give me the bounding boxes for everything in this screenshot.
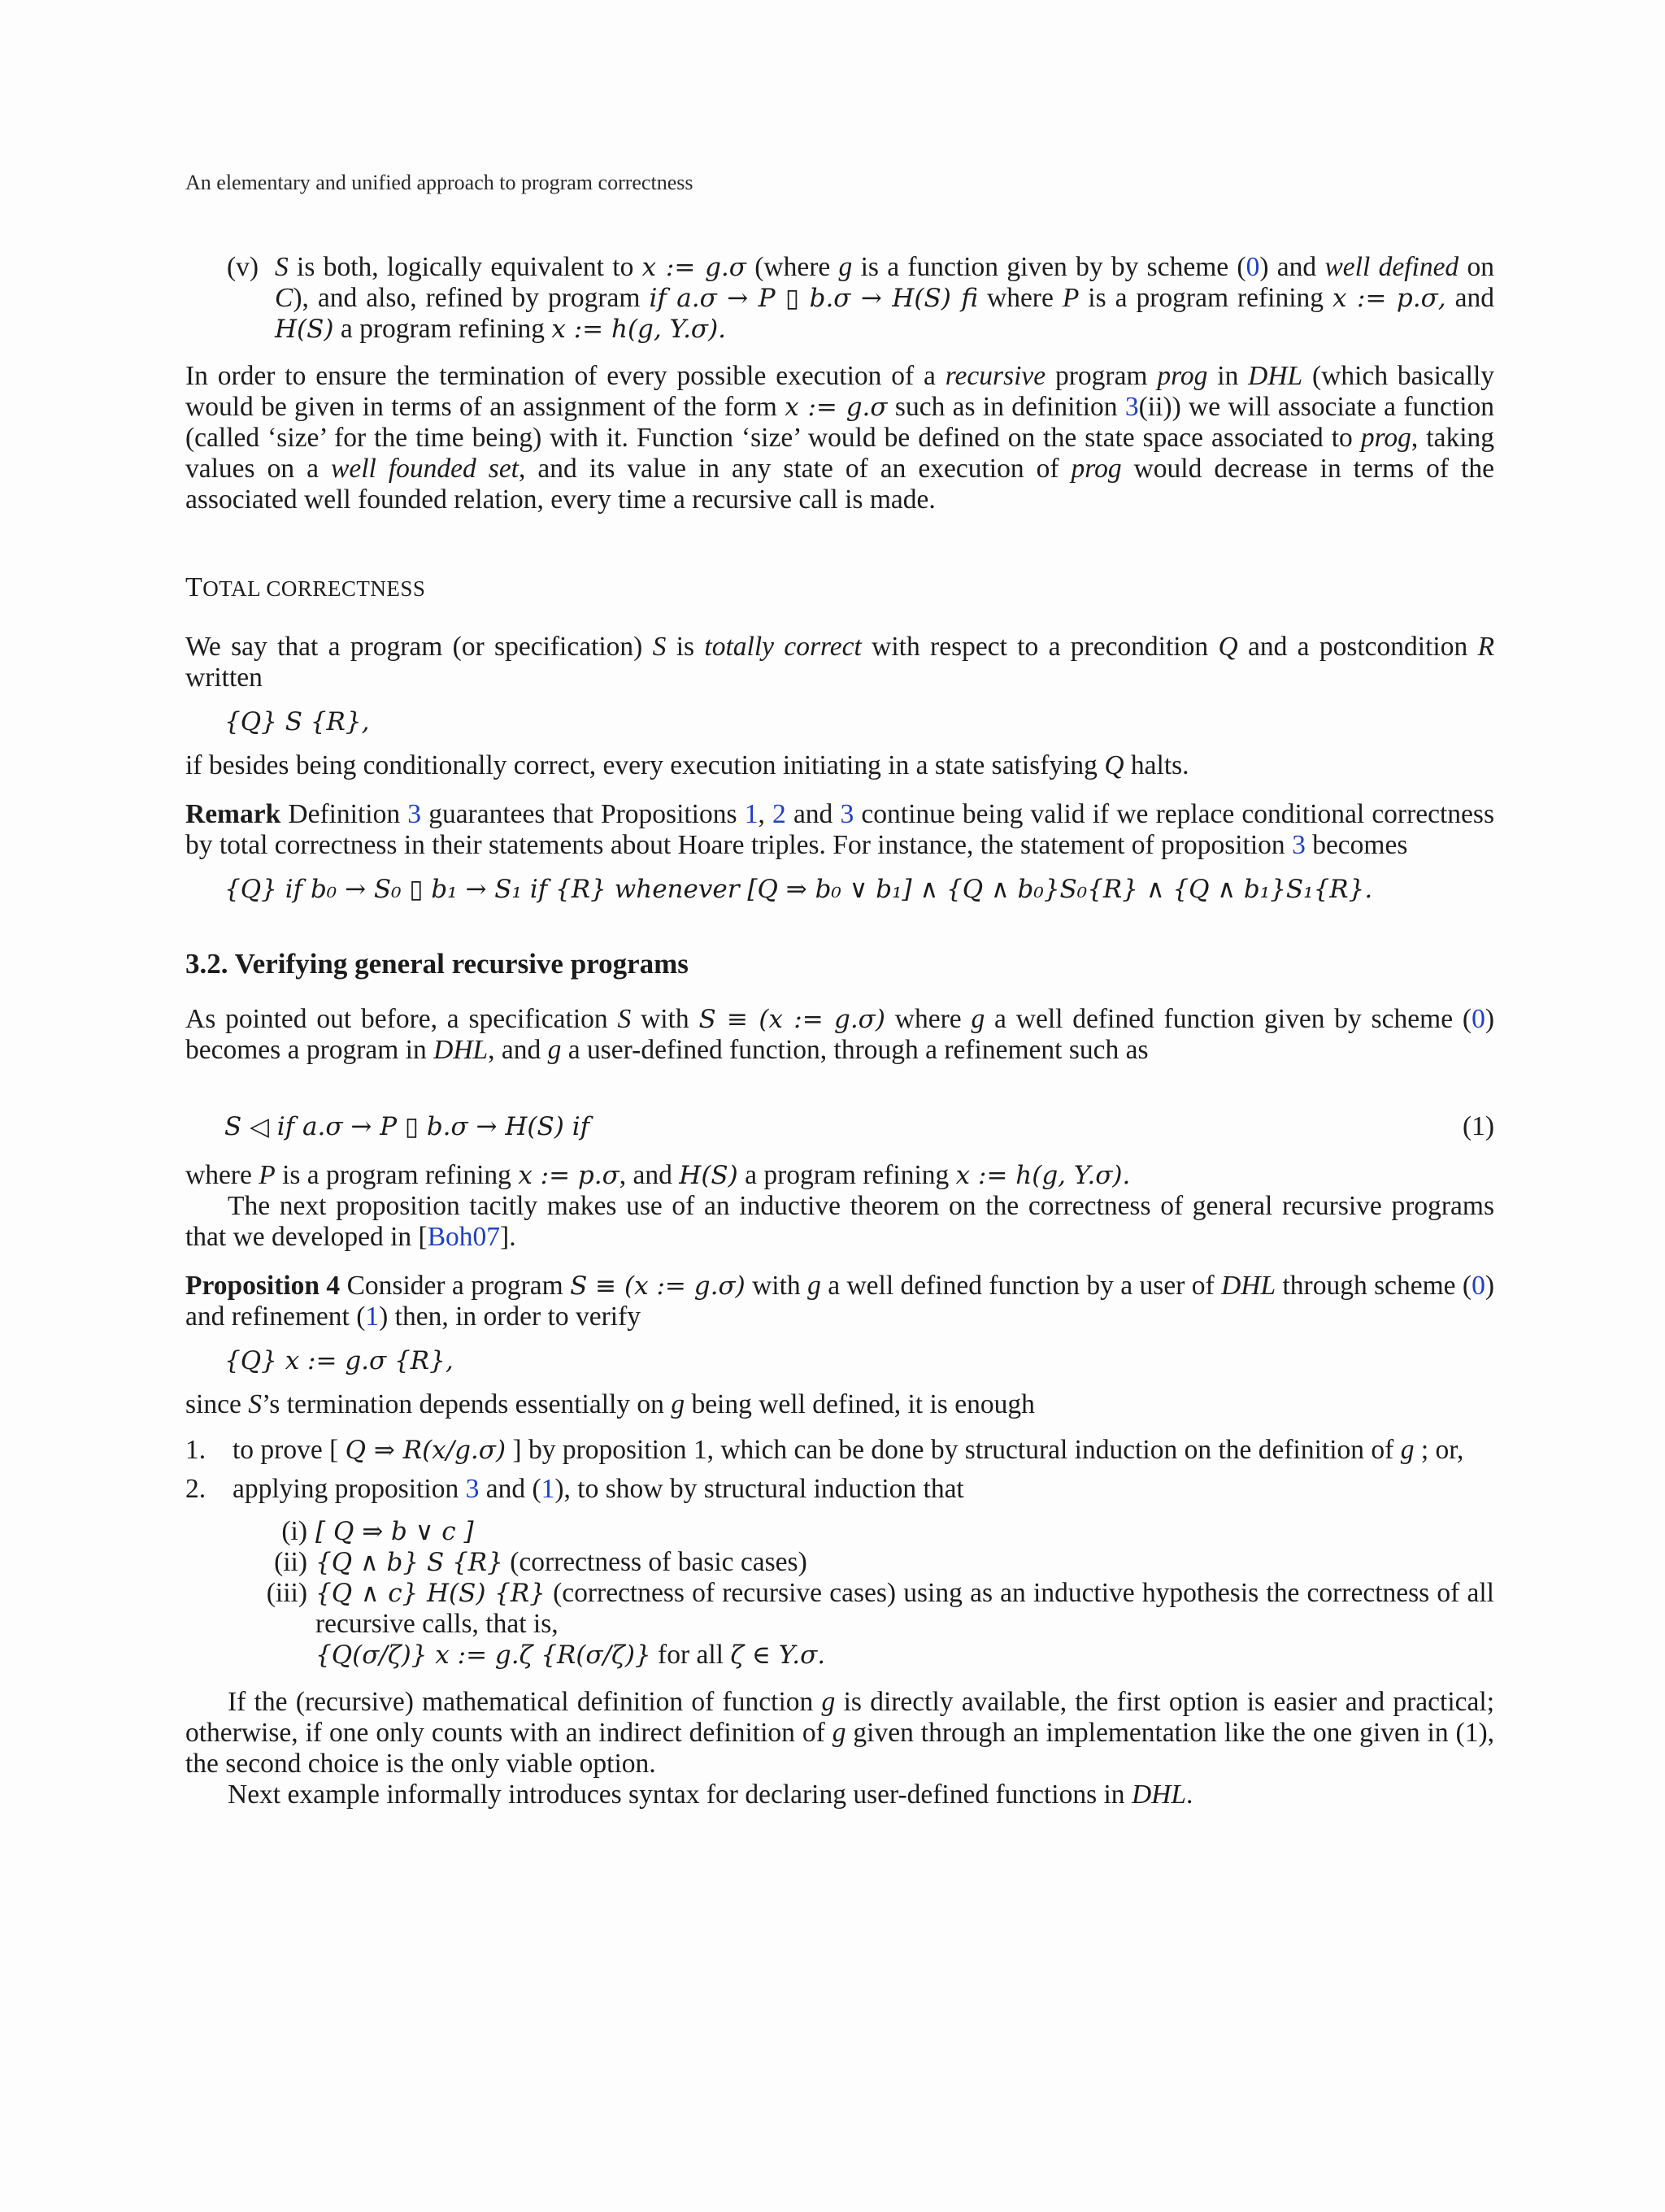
section-heading: 3.2. Verifying general recursive programs (185, 948, 689, 980)
paragraph-specification: As pointed out before, a specification S with S ≡ (x := g.σ) where g a well defined function given by scheme (0) becomes a program in DHL, and g a user-defined function, through a refinement such as (185, 1004, 1494, 1065)
enum-item-2: 2. applying proposition 3 and (1), to show by structural induction that (185, 1474, 964, 1504)
paragraph-termination: In order to ensure the termination of every possible execution of a recursive program prog in DHL (which basically would be given in terms of an assignment of the form x := g.σ such as in definition 3(ii)) we will associate a function (called ‘size’ for the time being) with it. Function ‘size’ would be defined on the state space associated to prog, taking values on a well founded set, and its value in any state of an execution of prog would decrease in terms of the associated well founded relation, every time a recursive call is made. (185, 361, 1495, 515)
display-hoare-triple: {Q} S {R}, (224, 707, 370, 737)
program-if: if a.σ → P ▯ b.σ → H(S) fi (649, 284, 978, 313)
ref-link-prop3c[interactable]: 3 (465, 1474, 480, 1504)
symbol-S: S (275, 252, 289, 282)
ref-link-scheme0b[interactable]: 0 (1472, 1271, 1485, 1301)
ref-link-eq1b[interactable]: 1 (541, 1474, 555, 1504)
ref-link-prop1[interactable]: 1 (744, 799, 759, 829)
ref-link-prop3b[interactable]: 3 (1292, 830, 1306, 860)
ref-link-3[interactable]: 3 (1124, 392, 1139, 422)
ref-link-0[interactable]: 0 (1245, 252, 1260, 282)
display-if-rule: {Q} if b₀ → S₀ ▯ b₁ → S₁ if {R} whenever [Q ⇒ b₀ ∨ b₁] ∧ {Q ∧ b₀}S₀{R} ∧ {Q ∧ b₁}S₁{R}. (224, 875, 1373, 904)
sub-item-ii: (ii) {Q ∧ b} S {R} (correctness of basic cases) (274, 1547, 807, 1577)
enum-item-1: 1. to prove [ Q ⇒ R(x/g.σ) ] by proposition 1, which can be done by structural induction on the definition of g ; or, (185, 1435, 1464, 1465)
paragraph-since: since S’s termination depends essentially on g being well defined, it is enough (185, 1389, 1035, 1419)
paragraph-next-example: Next example informally introduces syntax for declaring user-defined functions in DHL. (228, 1780, 1193, 1810)
proposition-4: Proposition 4 Consider a program S ≡ (x := g.σ) with g a well defined function by a user of DHL through scheme (0) and refinement (1) then, in order to verify (185, 1271, 1494, 1332)
equation-body: S ◁ if a.σ → P ▯ b.σ → H(S) if (224, 1112, 590, 1141)
paragraph-halts: if besides being conditionally correct, every execution initiating in a state satisfying Q halts. (185, 750, 1189, 780)
remark-label: Remark (185, 799, 281, 829)
running-head: An elementary and unified approach to program correctness (185, 171, 693, 194)
equation-1 (185, 1111, 1494, 1142)
list-item-v (185, 252, 1494, 345)
ref-link-prop3[interactable]: 3 (840, 799, 854, 829)
ref-link-prop2[interactable]: 2 (772, 799, 786, 829)
display-hoare-assign: {Q} x := g.σ {R}, (224, 1346, 454, 1375)
math-assign: x := g.σ (641, 253, 746, 282)
ref-link-def3[interactable]: 3 (407, 799, 422, 829)
proposition-label: Proposition 4 (185, 1271, 341, 1301)
paragraph-total-correctness: We say that a program (or specification) S is totally correct with respect to a precondition Q and a postcondition R written (185, 632, 1495, 693)
paper-body (185, 252, 1494, 1810)
equation-number: (1) (1462, 1111, 1494, 1141)
sub-item-iii: (iii) {Q ∧ c} H(S) {R} (correctness of recursive cases) using as an inductive hypothesis the correctness of all recursive calls, that is, {Q(σ/ζ)} x := g.ζ {R(σ/ζ)} for all ζ ∈ Y.σ. (266, 1578, 1494, 1670)
sub-item-i: (i) [ Q ⇒ b ∨ c ] (281, 1516, 474, 1546)
remark: Remark Definition 3 guarantees that Propositions 1, 2 and 3 continue being valid if we replace conditional correctness by total correctness in their statements about Hoare triples. For instance, the statement of proposition 3 becomes (185, 799, 1494, 860)
ref-link-scheme0[interactable]: 0 (1472, 1004, 1485, 1034)
item-text: S is both, logically equivalent to x := g.σ (where g is a function given by by scheme (0) and well defined on C), and also, refined by program if a.σ → P ▯ b.σ → H(S) fi where P is a program refining x := p.σ, and H(S) a program refining x := h(g, Y.σ). (275, 252, 1494, 344)
paragraph-closing: If the (recursive) mathematical definition of function g is directly available, the first option is easier and practical; otherwise, if one only counts with an indirect definition of g given through an implementation like the one given in (1), the second choice is the only viable option. (185, 1687, 1494, 1779)
ref-link-eq1[interactable]: 1 (365, 1302, 380, 1332)
paragraph-where: where P is a program refining x := p.σ, and H(S) a program refining x := h(g, Y.σ). (185, 1160, 1131, 1190)
item-label: (v) (226, 252, 259, 282)
citation-boh07[interactable]: Boh07 (427, 1222, 501, 1252)
paragraph-next-proposition: The next proposition tacitly makes use of an inductive theorem on the correctness of general recursive programs that we developed in [Boh07]. (185, 1191, 1494, 1252)
subsection-title-total-correctness: TOTAL CORRECTNESS (185, 572, 426, 602)
sub-enumeration (185, 1516, 1494, 1671)
